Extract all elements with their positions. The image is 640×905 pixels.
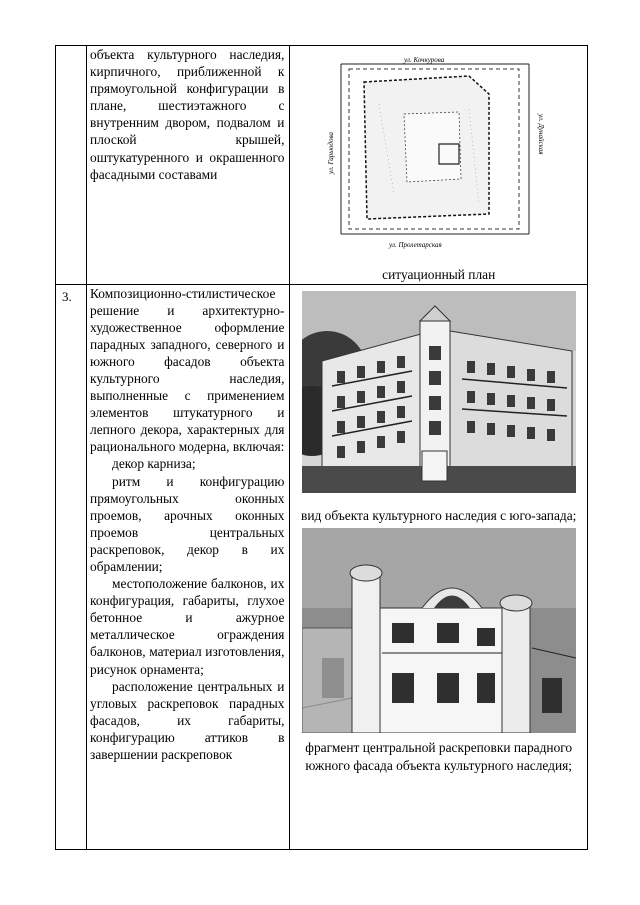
image-cell: [290, 284, 588, 850]
street-label-left: ул. Гарьюдова: [326, 132, 335, 174]
street-label-bottom: ул. Пролетарская: [388, 241, 442, 249]
description-paragraph: местоположение балконов, их конфигурация, габариты, глухое бетонное и ажурное металлическое ограждения балконов, материал изготовления, рисунок орнамента;: [90, 576, 285, 677]
situation-plan-image: [319, 54, 559, 254]
row-number-cell: [56, 284, 87, 850]
description-paragraph: ритм и конфигурацию прямоугольных оконных проемов, арочных оконных проемов центральных раскреповок, декор в их обрамлении;: [90, 473, 285, 574]
description-paragraph: Композиционно-стилистическое решение и архитектурно-художественное оформление парадных западного, северного и южного фасадов объекта культурного наследия, выполненные с применением элементов штукатурного и лепного декора, характерных для рационального модерна, включая:: [90, 285, 285, 455]
street-label-top: ул. Кочкурова: [403, 56, 444, 64]
description-cell: [87, 46, 290, 285]
image-cell: [290, 46, 588, 285]
description-paragraph: декор карниза;: [112, 456, 196, 472]
description-paragraph: расположение центральных и угловых раскреповок парадных фасадов, их габариты, конфигурацию аттиков в завершении раскреповок: [90, 678, 285, 763]
street-label-right: ул. Дунайская: [536, 114, 545, 155]
table-row: [56, 46, 588, 285]
row2-description: [87, 285, 289, 764]
row-number-cell: [56, 46, 87, 285]
row1-description: [87, 46, 289, 183]
description-paragraph: объекта культурного наследия, кирпичного, приближенной к прямоугольной конфигурации в плане, шестиэтажного с внутренним двором, подвалом и плоской крышей, оштукатуренного и окрашенного фасадными составами: [90, 47, 285, 182]
building-photo-southwest: [302, 291, 576, 493]
plan-caption: ситуационный план: [382, 267, 496, 282]
central-projection-photo: [302, 528, 576, 733]
photo1-caption: вид объекта культурного наследия с юго-запада;: [301, 507, 577, 523]
row-number: 3.: [62, 288, 72, 304]
description-cell: [87, 284, 290, 850]
document-table: [55, 45, 588, 850]
photo2-caption: фрагмент центральной раскреповки парадного южного фасада объекта культурного наследия;: [305, 740, 573, 773]
table-row: [56, 284, 588, 850]
